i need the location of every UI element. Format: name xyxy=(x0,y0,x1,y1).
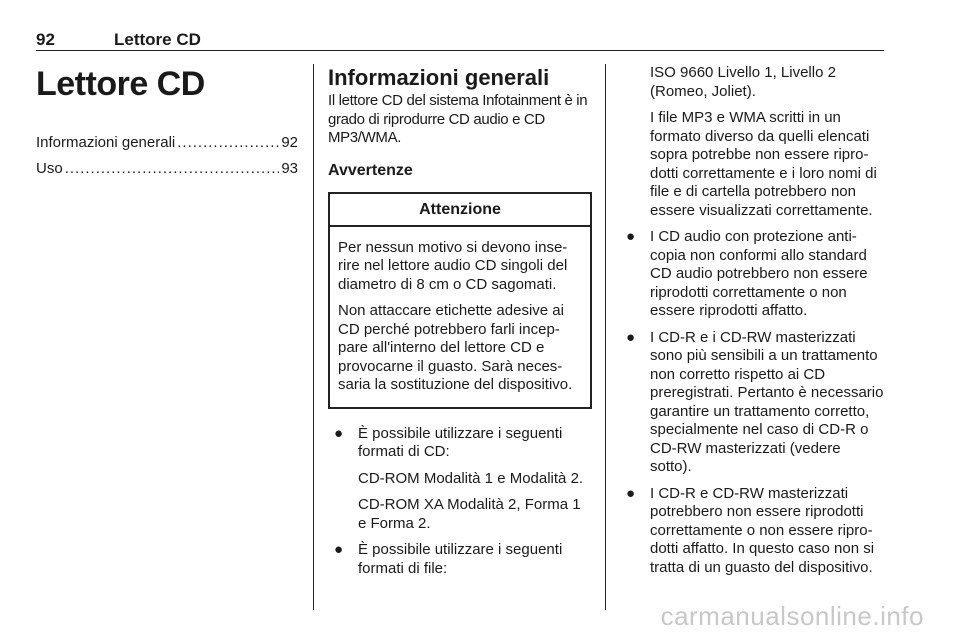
running-title: Lettore CD xyxy=(114,30,201,49)
caution-paragraph: Non attaccare etichette adesive ai CD perché potrebbero farli inceppare all'interno del lettore CD e provocarne il guasto. Sarà necessaria la sostituzione del dispositivo. xyxy=(338,302,573,393)
bullet-icon: ● xyxy=(626,328,636,346)
page-number: 92 xyxy=(36,30,55,49)
toc-leader-dots xyxy=(177,134,279,151)
column-divider xyxy=(605,64,606,610)
column-divider xyxy=(313,64,314,610)
toc-leader-dots xyxy=(65,160,280,177)
list-item xyxy=(620,228,884,321)
bullet-list xyxy=(328,425,592,579)
watermark: carmanualsonline.info xyxy=(660,601,924,631)
caution-paragraph: Per nessun motivo si devono inserire nel lettore audio CD singoli del diametro di 8 cm o CD sagomati. xyxy=(338,238,568,293)
list-item-text: È possibile utilizzare i seguenti formati di file: xyxy=(358,541,563,577)
list-item-text: I CD-R e i CD-RW masterizzati sono più sensibili a un trattamento non corretto rispetto ai CD preregistrati. Pertanto è necessario garantire un trattamento corretto, specialmente nel caso di CD-R o CD-RW masterizzati (vedere sotto). xyxy=(650,328,884,475)
list-item-subtext: ISO 9660 Livello 1, Livello 2 (Romeo, Joliet). xyxy=(650,64,836,100)
list-item-continuation xyxy=(620,64,884,220)
chapter-column xyxy=(36,64,298,186)
chapter-title: Lettore CD xyxy=(36,65,205,103)
bullet-icon: ● xyxy=(334,424,344,442)
toc-entry[interactable] xyxy=(36,160,298,186)
list-item xyxy=(620,485,884,578)
list-item xyxy=(620,329,884,477)
bullet-list-continued xyxy=(620,64,884,577)
toc-entry-page: 92 xyxy=(281,134,298,151)
bullet-icon: ● xyxy=(626,484,636,502)
list-item-text: È possibile utilizzare i seguenti formati di CD: xyxy=(358,424,563,460)
list-item xyxy=(328,541,592,578)
list-item xyxy=(328,425,592,534)
header-rule xyxy=(36,50,884,51)
bullet-icon: ● xyxy=(334,541,344,558)
section-title: Informazioni generali xyxy=(328,65,550,90)
subheading: Avvertenze xyxy=(328,161,413,179)
bullet-icon: ● xyxy=(626,228,636,245)
toc-entry-page: 93 xyxy=(281,160,298,177)
list-item-subtext: I file MP3 e WMA scritti in un formato diverso da quelli elencati sopra potrebbe non essere riprodotti correttamente e i loro nomi di file e di cartella potrebbero non essere visualizzati correttamente. xyxy=(650,109,877,219)
caution-box xyxy=(328,192,592,409)
list-item-subtext: CD-ROM Modalità 1 e Modalità 2. xyxy=(358,469,584,487)
list-item-text: I CD-R e CD-RW masterizzati potrebbero non essere riprodotti correttamente o non essere riprodotti affatto. In questo caso non si tratta di un guasto del dispositivo. xyxy=(650,484,875,576)
content-column-right xyxy=(620,64,884,585)
section-intro: Il lettore CD del sistema Infotainment è in grado di riprodurre CD audio e CD MP3/WMA. xyxy=(328,92,588,146)
toc-entry-label: Uso xyxy=(36,160,63,177)
caution-title: Attenzione xyxy=(330,194,590,227)
list-item-text: I CD audio con protezione anti-copia non conformi allo standard CD audio potrebbero non essere riprodotti correttamente o non essere riprodotti affatto. xyxy=(650,228,868,319)
page-header xyxy=(36,30,201,50)
content-column-middle xyxy=(328,64,592,586)
toc-entry[interactable] xyxy=(36,134,298,160)
toc-entry-label: Informazioni generali xyxy=(36,134,176,151)
caution-body xyxy=(330,227,590,407)
list-item-subtext: CD-ROM XA Modalità 2, Forma 1 e Forma 2. xyxy=(358,496,581,532)
table-of-contents xyxy=(36,134,298,186)
